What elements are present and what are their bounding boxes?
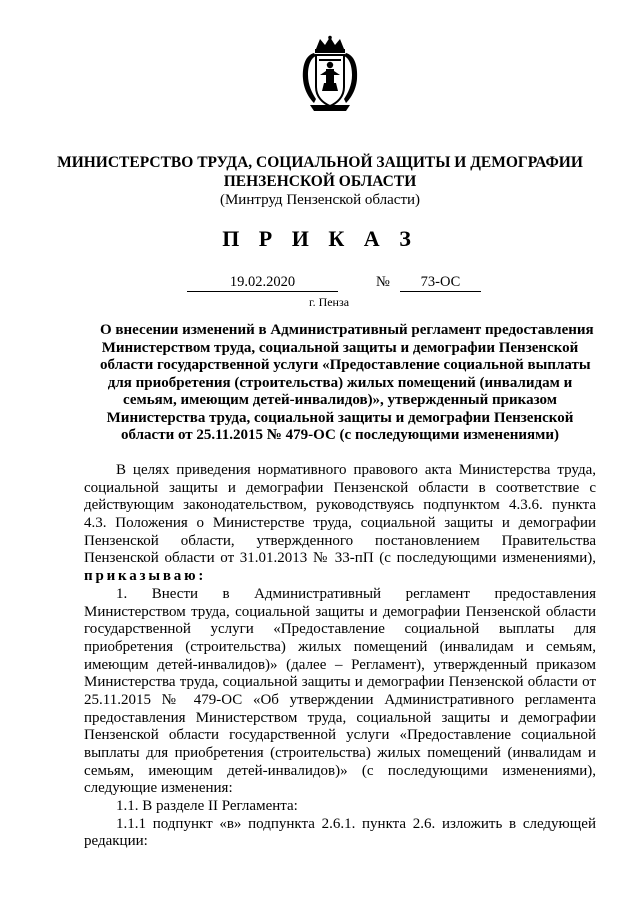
body-line: семьям, имеющим детей-инвалидов)» (с последующими изменениями),	[84, 762, 596, 779]
ministry-name-line1: МИНИСТЕРСТВО ТРУДА, СОЦИАЛЬНОЙ ЗАЩИТЫ И ДЕМОГРАФИИ	[57, 154, 583, 171]
body-line: выплаты для приобретения (строительства) жилых помещений (инвалидам и	[84, 745, 596, 761]
body-line: предоставления Министерством труда, социальной защиты и демографии	[84, 709, 596, 726]
title-line: для приобретения (строительства) жилых помещений (инвалидам и	[107, 374, 573, 391]
title-line: области государственной услуги «Предоставление социальной выплаты	[100, 357, 591, 373]
order-title	[100, 322, 594, 445]
body-line: Пензенской области, утвержденного постановлением Правительства	[84, 532, 596, 549]
title-line: семьям, имеющим детей-инвалидов)», утвержденный приказом	[123, 392, 557, 408]
body-line: государственной услуги «Предоставление социальной выплаты для	[84, 621, 596, 638]
body-line: 1.1.1 подпункт «в» подпункта 2.6.1. пункта 2.6. изложить в следующей	[116, 815, 596, 832]
body-line: приобретения (строительства) жилых помещений (инвалидам и семьям,	[84, 638, 596, 655]
ministry-name-line2: ПЕНЗЕНСКОЙ ОБЛАСТИ	[223, 173, 417, 190]
coat-of-arms-emblem	[300, 35, 360, 113]
body-line: 1. Внести в Административный регламент предоставления	[116, 585, 596, 602]
title-line: О внесении изменений в Административный регламент предоставления	[100, 322, 594, 338]
ministry-short-name: (Минтруд Пензенской области)	[219, 192, 421, 208]
body-line: редакции:	[84, 833, 148, 850]
body-line: следующие изменения:	[84, 780, 233, 797]
body-line: 4.3. Положения о Министерстве труда, социальной защиты и демографии	[84, 515, 596, 532]
title-line: Министерства труда, социальной защиты и демографии Пензенской	[106, 409, 574, 426]
body-line: действующим законодательством, руководствуясь подпунктом 4.3.6. пункта	[84, 497, 596, 514]
body-line: Пензенской области государственной услуги «Предоставление социальной	[84, 727, 596, 744]
title-line: области от 25.11.2015 № 479-ОС (с последующими изменениями)	[121, 427, 559, 443]
issue-city: г. Пенза	[309, 295, 350, 309]
body-line: 1.1. В разделе II Регламента:	[116, 798, 298, 815]
document-type-heading: П Р И К А З	[222, 226, 418, 251]
body-line: В целях приведения нормативного правового акта Министерства труда,	[116, 462, 596, 478]
order-number: 73-ОС	[400, 274, 481, 292]
order-body	[84, 462, 596, 851]
order-directive: приказываю:	[84, 568, 207, 585]
order-date: 19.02.2020	[187, 274, 338, 292]
body-line: 25.11.2015 № 479-ОС «Об утверждении Административного регламента	[84, 691, 596, 708]
body-line: Пензенской области от 31.01.2013 № 33-пП (с последующими изменениями),	[84, 550, 596, 567]
title-line: Министерством труда, социальной защиты и демографии Пензенской	[101, 339, 579, 356]
body-line: Министерства труда, социальной защиты и демографии Пензенской области от	[84, 674, 596, 691]
body-line: имеющим детей-инвалидов)» (далее – Регламент), утвержденный приказом	[84, 656, 596, 673]
number-sign: №	[376, 274, 390, 290]
body-line: Министерством труда, социальной защиты и демографии Пензенской области	[84, 603, 596, 620]
body-line: социальной защиты и демографии Пензенской области в соответствие с	[84, 479, 596, 496]
